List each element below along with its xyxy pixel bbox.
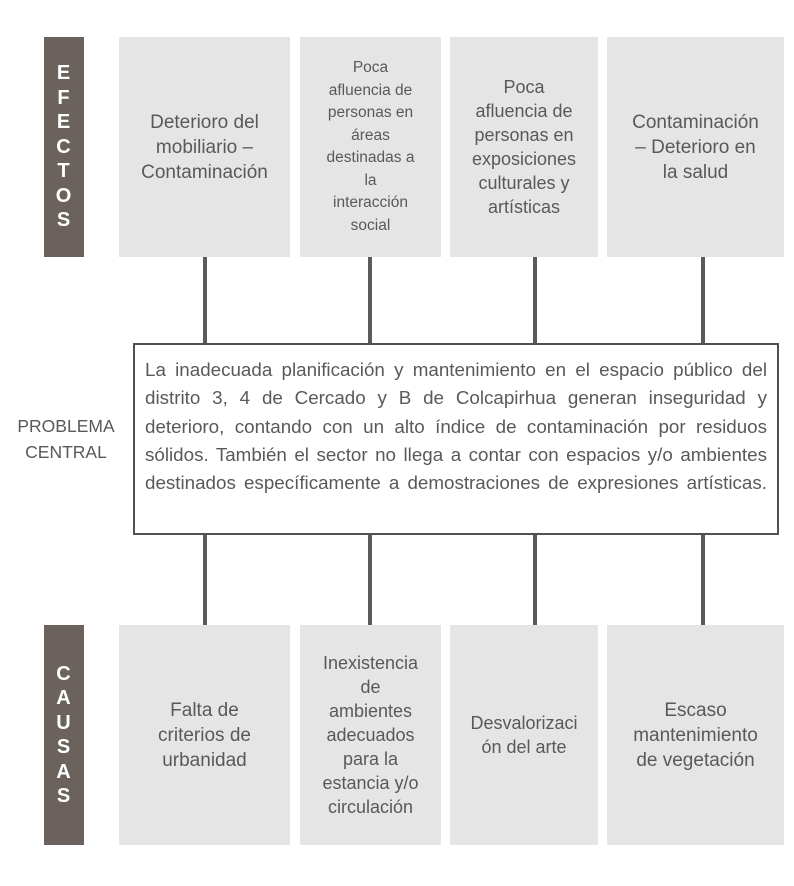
- box-line: Inexistencia: [322, 653, 419, 673]
- box-line: para la: [342, 749, 399, 769]
- effects-letter: E: [56, 111, 72, 134]
- box-line: personas en: [327, 104, 414, 121]
- effect-box-mobiliario: [119, 37, 290, 257]
- causes-letter: U: [56, 711, 72, 734]
- box-line: mobiliario –: [155, 136, 254, 158]
- box-line: ón del arte: [481, 737, 567, 757]
- connector-line: [368, 535, 372, 625]
- box-line: criterios de: [158, 724, 251, 746]
- effects-letter: F: [57, 86, 71, 109]
- effect-box-interaccion: [300, 37, 441, 257]
- side-label-line: CENTRAL: [25, 442, 107, 462]
- box-line: personas en: [474, 125, 574, 145]
- box-line: afluencia de: [328, 81, 413, 99]
- effects-letter: C: [56, 135, 72, 158]
- causes-letter: C: [56, 662, 72, 685]
- cause-box-urbanidad: [119, 625, 290, 845]
- box-line: Deterioro del: [150, 111, 259, 133]
- box-line: áreas: [351, 126, 390, 144]
- connector-line: [701, 257, 705, 343]
- box-line: Falta de: [170, 699, 239, 721]
- box-line: destinadas a: [326, 149, 415, 166]
- effects-letter: T: [57, 160, 71, 183]
- box-line: ambientes: [328, 701, 413, 721]
- effects-letter: O: [55, 184, 73, 207]
- connector-line: [701, 535, 705, 625]
- box-line: culturales y: [478, 173, 570, 193]
- box-line: la salud: [662, 161, 729, 183]
- causes-label: [44, 625, 84, 845]
- box-line: la: [364, 171, 377, 189]
- box-line: interacción: [333, 194, 408, 211]
- effect-box-exposiciones: [450, 37, 598, 257]
- box-line: Poca: [503, 77, 545, 97]
- cause-box-vegetacion: [607, 625, 784, 845]
- cause-box-arte: [450, 625, 598, 845]
- box-line: Desvalorizaci: [470, 713, 578, 733]
- causes-letter: S: [56, 736, 72, 758]
- central-problem-box: [133, 343, 779, 535]
- effects-label: [44, 37, 84, 257]
- box-line: de vegetación: [636, 749, 755, 771]
- box-line: adecuados: [326, 725, 415, 745]
- box-line: circulación: [327, 797, 414, 817]
- box-line: afluencia de: [475, 101, 573, 121]
- side-label-line: PROBLEMA: [17, 416, 115, 436]
- box-line: Contaminación: [632, 111, 759, 133]
- box-line: Escaso: [664, 699, 727, 721]
- causes-letter: S: [56, 785, 72, 807]
- box-line: Poca: [352, 59, 389, 76]
- cause-box-ambientes: [300, 625, 441, 845]
- central-problem-text: La inadecuada planificación y mantenimiento en el espacio público del distrito 3, 4 de Cercado y B de Colcapirhua generan inseguridad y deterioro, contando con un alto índice de contaminación por residuos sólidos. También el sector no llega a contar con espacios y/o ambientes destinados específicamente a demostraciones de expresiones artísticas.: [145, 359, 767, 494]
- box-line: urbanidad: [162, 749, 247, 771]
- connector-line: [203, 257, 207, 343]
- box-line: social: [350, 216, 391, 234]
- box-line: exposiciones: [471, 149, 577, 169]
- problem-central-label: [8, 413, 124, 465]
- box-line: artísticas: [487, 197, 561, 217]
- box-line: Contaminación: [141, 161, 268, 183]
- box-line: estancia y/o: [322, 773, 419, 793]
- box-line: mantenimiento: [633, 724, 758, 746]
- effects-letter: E: [56, 62, 72, 85]
- causes-letter: A: [56, 687, 72, 709]
- effects-letter: S: [56, 209, 72, 232]
- effect-box-salud: [607, 37, 784, 257]
- box-line: – Deterioro en: [635, 136, 756, 158]
- connector-line: [533, 257, 537, 343]
- connector-line: [203, 535, 207, 625]
- box-line: de: [360, 677, 381, 697]
- connector-line: [368, 257, 372, 343]
- connector-line: [533, 535, 537, 625]
- causes-letter: A: [56, 760, 72, 783]
